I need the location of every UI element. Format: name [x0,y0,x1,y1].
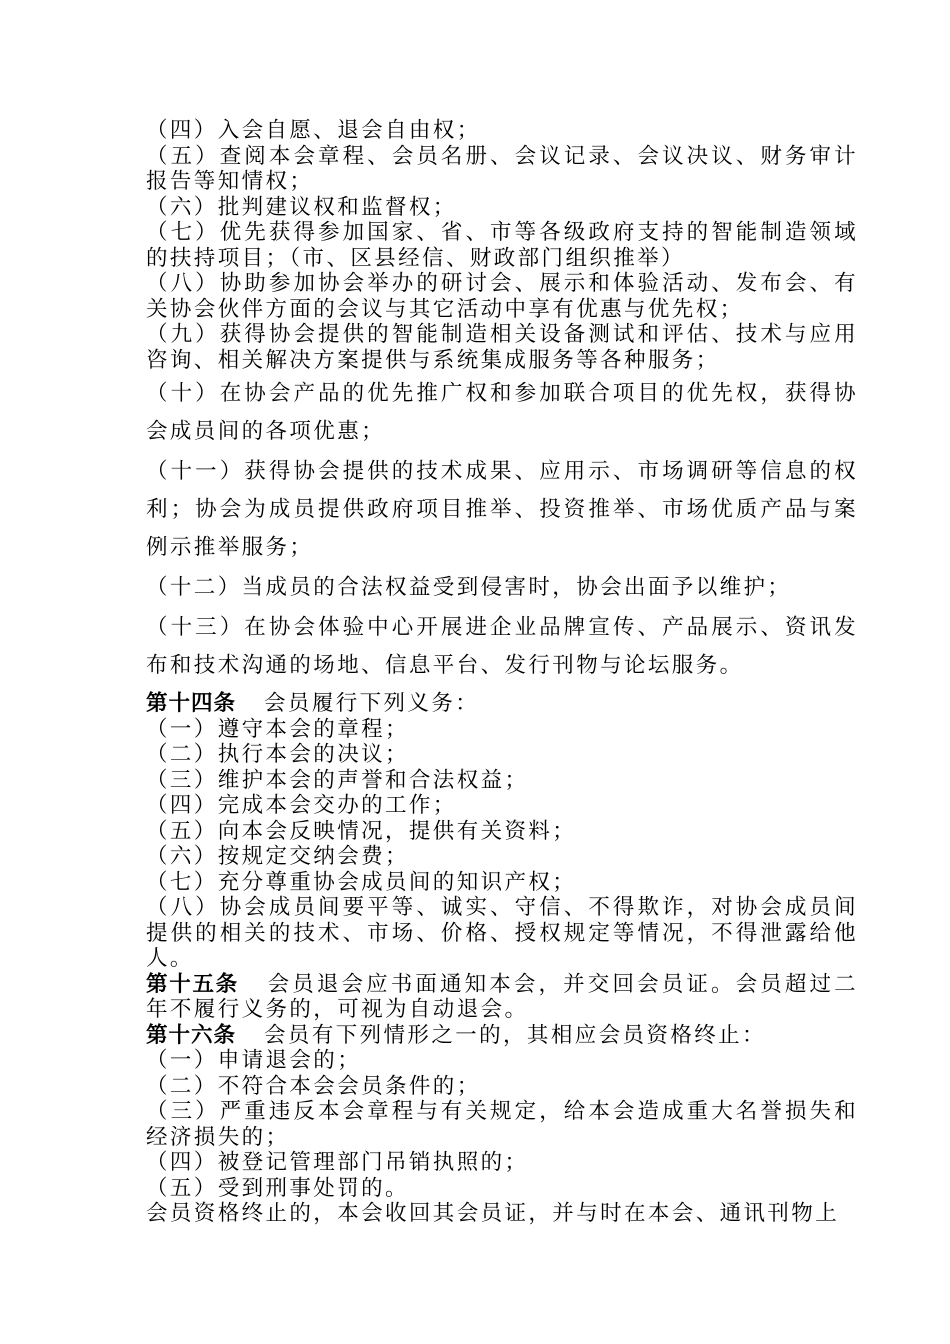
termination-item-5: （五）受到刑事处罚的。 [146,1175,409,1201]
rights-item-6: （六）批判建议权和监督权； [146,194,457,220]
rights-item-7: （七）优先获得参加国家、省、市等各级政府支持的智能制造领域的扶持项目；（市、区县经信、财政部门组织推举） [146,220,858,271]
article-14-label: 第十四条 [146,691,237,716]
duty-item-3: （三）维护本会的声誉和合法权益； [146,767,529,793]
article-16-label: 第十六条 [146,1022,237,1048]
article-15-text: 会员退会应书面通知本会，并交回会员证。会员超过二年不履行义务的，可视为自动退会。 [146,971,858,1022]
rights-item-4: （四）入会自愿、退会自由权； [146,118,481,143]
rights-item-9: （九）获得协会提供的智能制造相关设备测试和评估、技术与应用咨询、相关解决方案提供与系统集成服务等各种服务； [146,322,858,373]
article-14 [146,691,858,717]
article-16 [146,1023,858,1049]
document-page [146,118,858,1227]
rights-item-8: （八）协助参加协会举办的研讨会、展示和体验活动、发布会、有关协会伙伴方面的会议与其它活动中享有优惠与优先权； [146,271,858,322]
rights-item-10: （十）在协会产品的优先推广权和参加联合项目的优先权，获得协会成员间的各项优惠； [146,381,858,444]
duty-item-1: （一）遵守本会的章程； [146,716,409,742]
duty-item-7: （七）充分尊重协会成员间的知识产权； [146,869,577,895]
duty-item-6: （六）按规定交纳会费； [146,844,409,869]
termination-item-3: （三）严重违反本会章程与有关规定，给本会造成重大名誉损失和经济损失的； [146,1099,858,1150]
rights-item-11: （十一）获得协会提供的技术成果、应用示、市场调研等信息的权利；协会为成员提供政府项目推举、投资推举、市场优质产品与案例示推举服务； [146,459,858,560]
article-14-text: 会员履行下列义务： [264,691,480,716]
article-15 [146,972,858,1023]
rights-item-5: （五）查阅本会章程、会员名册、会议记录、会议决议、财务审计报告等知情权； [146,143,858,194]
duty-item-8: （八）协会成员间要平等、诚实、守信、不得欺诈，对协会成员间提供的相关的技术、市场、价格、授权规定等情况，不得泄露给他人。 [146,895,858,971]
duty-item-2: （二）执行本会的决议； [146,742,409,767]
article-15-label: 第十五条 [146,971,239,997]
article-16-text: 会员有下列情形之一的，其相应会员资格终止： [264,1022,766,1048]
duty-item-5: （五）向本会反映情况，提供有关资料； [146,818,577,844]
rights-item-12: （十二）当成员的合法权益受到侵害时，协会出面予以维护； [146,575,792,600]
termination-item-4: （四）被登记管理部门吊销执照的； [146,1150,529,1175]
closing-paragraph: 会员资格终止的，本会收回其会员证，并与时在本会、通讯刊物上 [146,1201,840,1226]
duty-item-4: （四）完成本会交办的工作； [146,793,457,818]
termination-item-2: （二）不符合本会会员条件的； [146,1073,481,1099]
rights-item-13: （十三）在协会体验中心开展进企业品牌宣传、产品展示、资讯发布和技术沟通的场地、信息平台、发行刊物与论坛服务。 [146,615,858,678]
termination-item-1: （一）申请退会的； [146,1048,362,1073]
